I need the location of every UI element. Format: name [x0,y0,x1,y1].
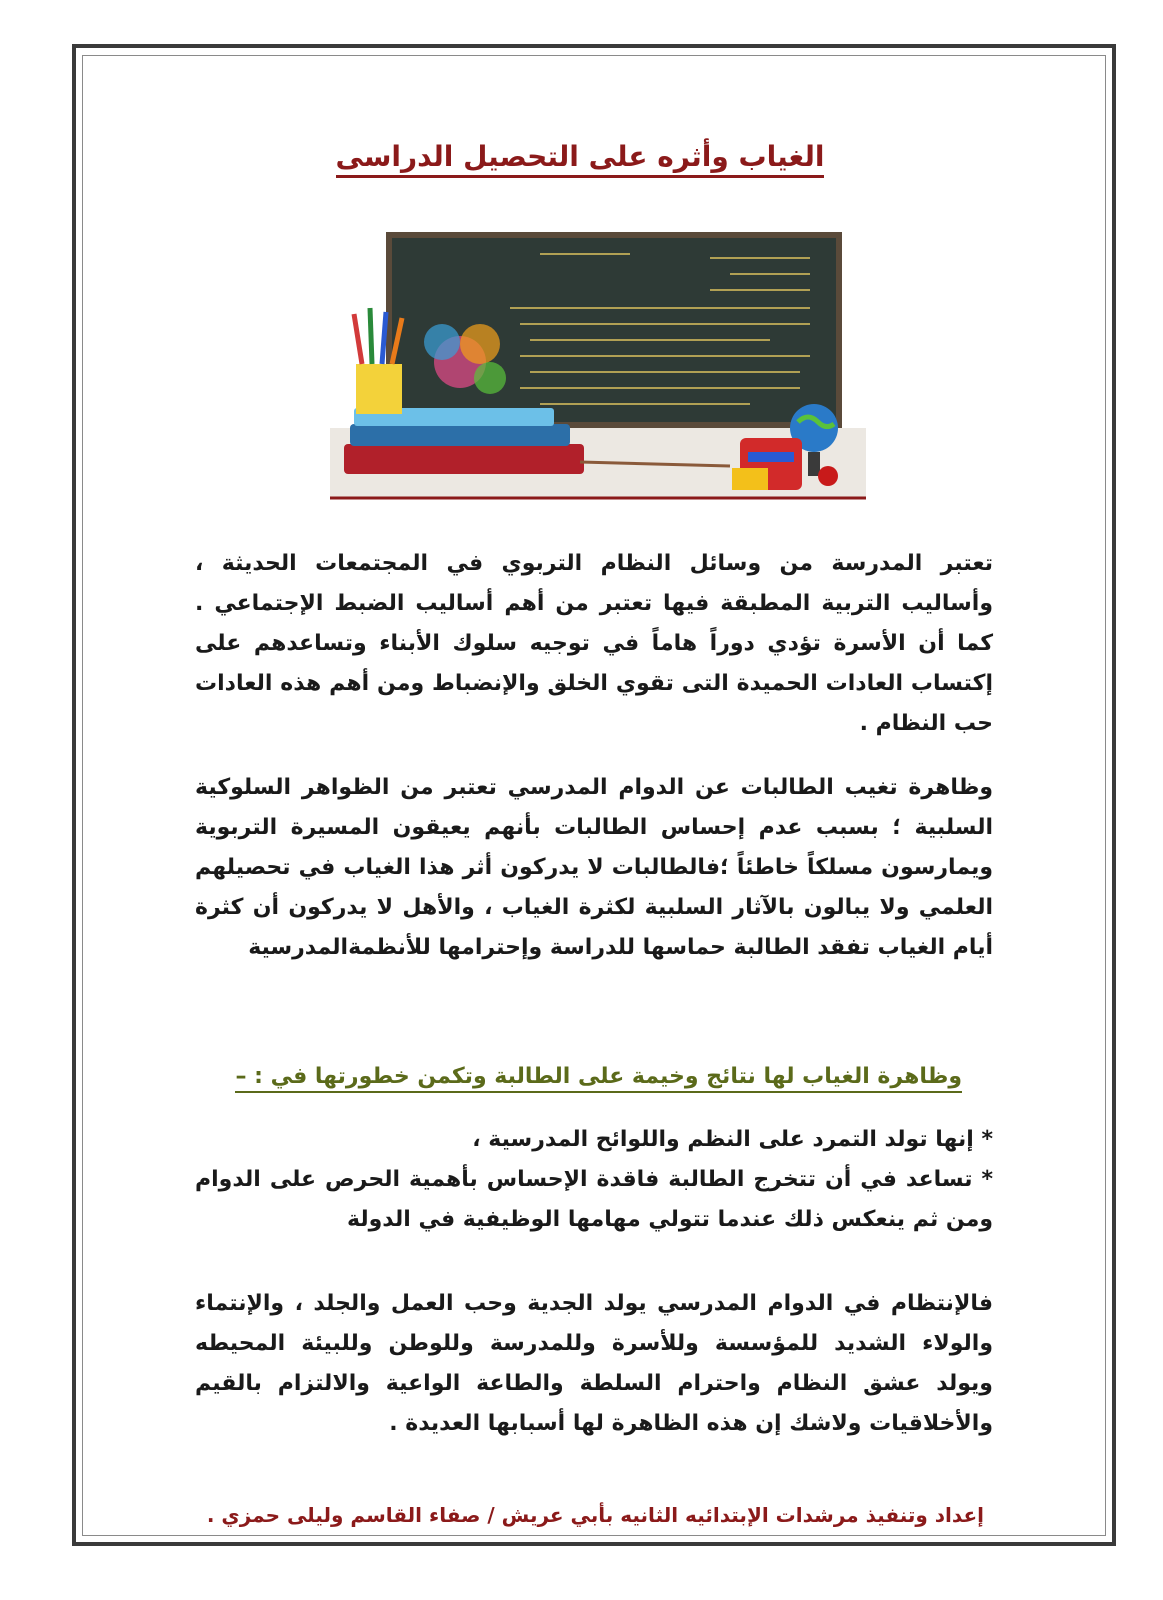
consequences-list [195,1120,993,1240]
school-bag-icon [732,438,802,490]
hero-illustration [330,232,866,512]
regularity-paragraph: فالإنتظام في الدوام المدرسي يولد الجدية وحب العمل والجلد ، والإنتماء والولاء الشديد للمؤسسة وللأسرة وللمدرسة وللوطن وللبيئة المحيطه ويولد عشق النظام واحترام السلطة والطاعة الواعية والالتزام بالقيم والأخلاقيات ولاشك إن هذه الظاهرة لها أسبابها العديدة . [195,1291,993,1436]
document-title [280,140,880,173]
absence-paragraph: وظاهرة تغيب الطالبات عن الدوام المدرسي تعتبر من الظواهر السلوكية السلبية ؛ بسبب عدم إحساس الطالبات بأنهم يعيقون المسيرة التربوية ويمارسون مسلكاً خاطئاً ؛فالطالبات لا يدركون أثر هذا الغياب في تحصيلهم العلمي ولا يبالون بالآثار السلبية لكثرة الغياب ، والأهل لا يدركون أن كثرة أيام الغياب تفقد الطالبة حماسها للدراسة وإحترامها للأنظمةالمدرسية [195,775,993,960]
credits-footer: إعداد وتنفيذ مرشدات الإبتدائيه الثانيه بأبي عريش / صفاء القاسم وليلى حمزي . [206,1503,984,1527]
intro-paragraph: تعتبر المدرسة من وسائل النظام التربوي في المجتمعات الحديثة ، وأساليب التربية المطبقة فيها تعتبر من أهم أساليب الضبط الإجتماعي . كما أن الأسرة تؤدي دوراً هاماً في توجيه سلوك الأبناء وتساعدهم على إكتساب العادات الحميدة التى تقوي الخلق والإنضباط ومن أهم هذه العادات حب النظام . [195,551,993,736]
books-icon [344,408,584,474]
apple-icon [818,466,838,486]
list-item: * إنها تولد التمرد على النظم واللوائح المدرسية ، [472,1127,993,1152]
list-item: * تساعد في أن تتخرج الطالبة فاقدة الإحساس بأهمية الحرص على الدوام ومن ثم ينعكس ذلك عندما تتولي مهامها الوظيفية في الدولة [195,1167,993,1232]
consequences-heading-text: وظاهرة الغياب لها نتائج وخيمة على الطالبة وتكمن خطورتها في : – [235,1064,962,1093]
chalkboard [392,238,836,422]
consequences-heading [200,1064,962,1089]
document-title-text: الغياب وأثره على التحصيل الدراسى [336,140,825,178]
